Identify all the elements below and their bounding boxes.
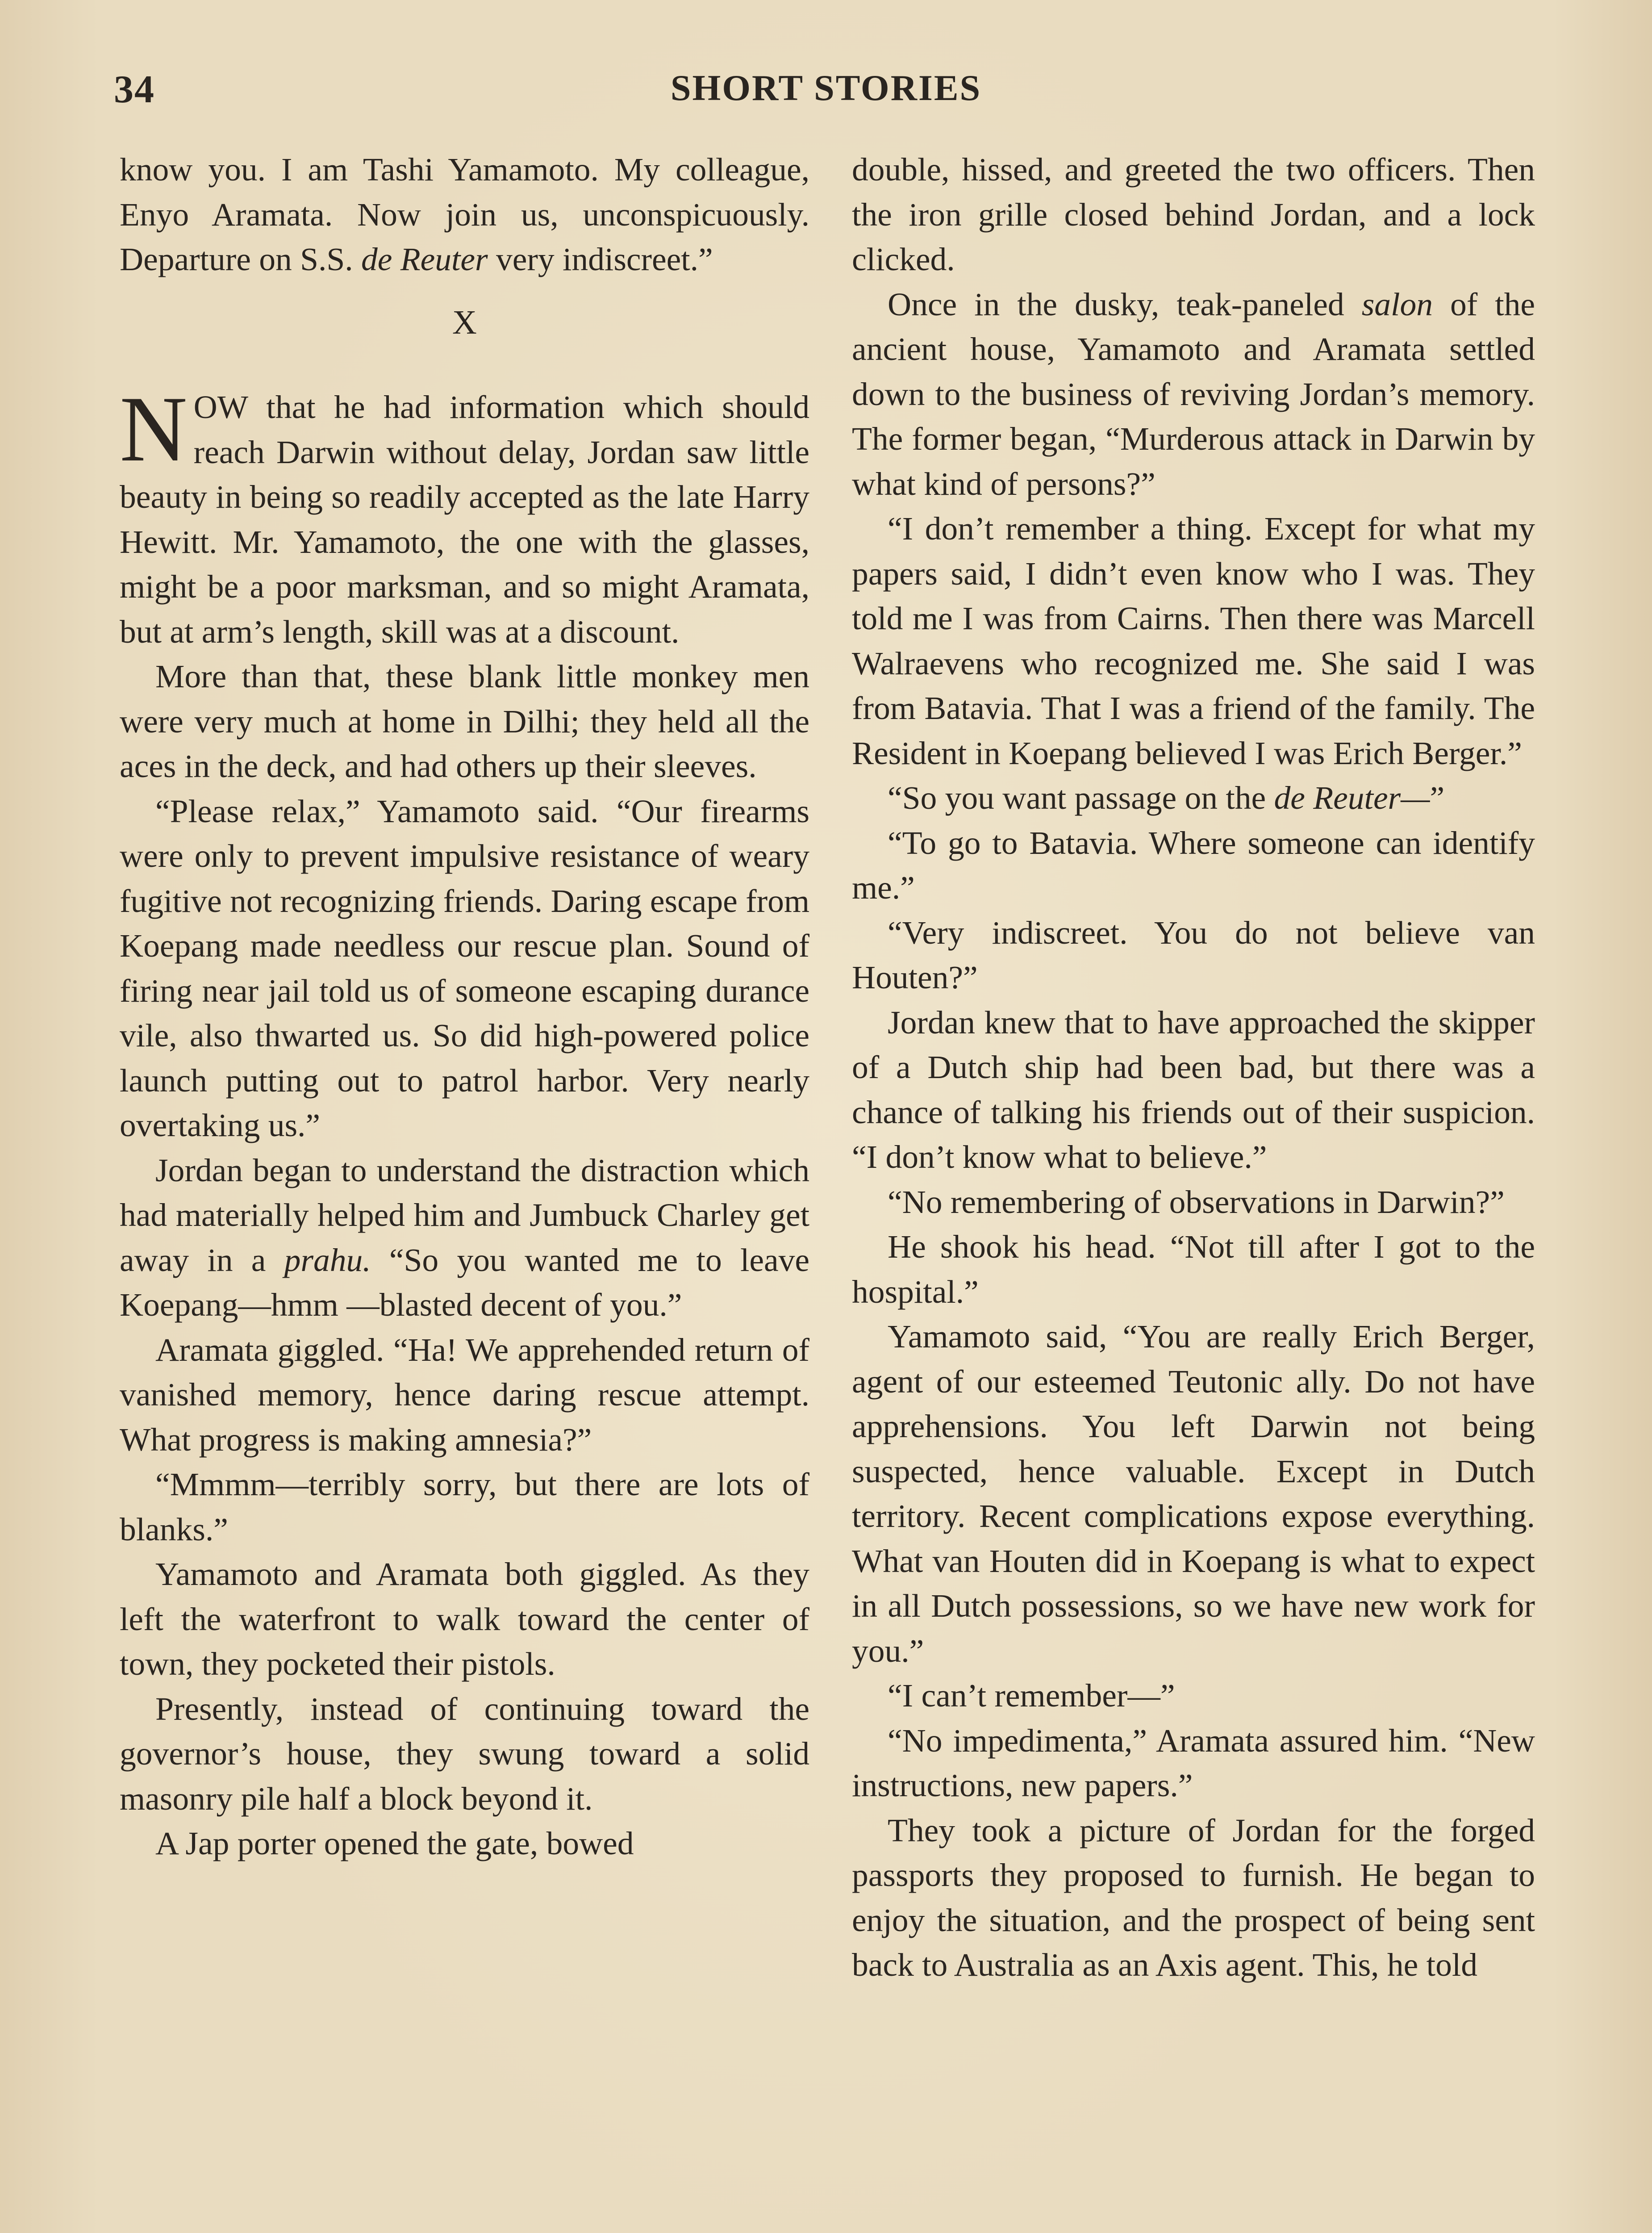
paragraph: “I don’t remember a thing. Except for what my papers said, I didn’t even know who I was. They told me I was from Cairns. Then there was Marcell Walraevens who recognized me. She said I was from Batavia. That I was a friend of the family. The Resident in Koepang believed I was Erich Berger.” (852, 510, 1535, 771)
paragraph: Once in the dusky, teak-paneled salon of the ancient house, Yamamoto and Aramata settled down to the business of reviving Jordan’s memory. The former began, “Murderous attack in Darwin by what kind of persons?” (852, 286, 1535, 502)
left-column (120, 147, 809, 1866)
running-head: SHORT STORIES (670, 67, 982, 108)
paragraph: Aramata giggled. “Ha! We apprehended return of vanished memory, hence daring rescue attempt. What progress is making amnesia?” (120, 1331, 809, 1458)
paragraph: A Jap porter opened the gate, bowed (155, 1825, 634, 1861)
page-header (0, 67, 1652, 121)
paragraph: know you. I am Tashi Yamamoto. My colleague, Enyo Aramata. Now join us, unconspicuously. Departure on S.S. de Reuter very indiscreet.” (120, 151, 809, 277)
paragraph: Yamamoto and Aramata both giggled. As they left the waterfront to walk toward the center of town, they pocketed their pistols. (120, 1556, 809, 1682)
paragraph: “I can’t remember—” (888, 1677, 1175, 1714)
paragraph: NOW that he had information which should reach Darwin without delay, Jordan saw little beauty in being so readily accepted as the late Harry Hewitt. Mr. Yamamoto, the one with the glasses, might be a poor marksman, and so might Aramata, but at arm’s length, skill was at a discount. (120, 377, 809, 650)
paragraph: “Mmmm—terribly sorry, but there are lots of blanks.” (120, 1466, 809, 1547)
paragraph: “Very indiscreet. You do not believe van Houten?” (852, 914, 1535, 995)
paragraph: “Please relax,” Yamamoto said. “Our firearms were only to prevent impulsive resistance of weary fugitive not recognizing friends. Daring escape from Koepang made needless our rescue plan. Sound of firing near jail told us of someone escaping durance vile, also thwarted us. So did high-powered police launch putting out to patrol harbor. Very nearly overtaking us.” (120, 793, 810, 1143)
paragraph: Jordan began to understand the distraction which had materially helped him and Jumbuck Charley get away in a prahu. “So you wanted me to leave Koepang—hmm —blasted decent of you.” (120, 1152, 809, 1323)
paragraph: “So you want passage on the de Reuter—” (888, 780, 1445, 816)
paragraph: Jordan knew that to have approached the skipper of a Dutch ship had been bad, but there was a chance of talking his friends out of their suspicion. “I don’t know what to believe.” (852, 1004, 1535, 1175)
paragraph: He shook his head. “Not till after I got to the hospital.” (852, 1229, 1535, 1310)
paragraph: Yamamoto said, “You are really Erich Berger, agent of our esteemed Teutonic ally. Do not have apprehensions. You left Darwin not being suspected, hence valuable. Except in Dutch territory. Recent complications expose everything. What van Houten did in Koepang is what to expect in all Dutch possessions, so we have new work for you.” (852, 1318, 1535, 1669)
paragraph: double, hissed, and greeted the two officers. Then the iron grille closed behind Jordan, and a lock clicked. (852, 151, 1535, 277)
drop-cap: N (120, 377, 188, 481)
section-number: X (452, 303, 477, 341)
paragraph: “To go to Batavia. Where someone can identify me.” (852, 824, 1535, 906)
paragraph: More than that, these blank little monkey men were very much at home in Dilhi; they held all the aces in the deck, and had others up their sleeves. (120, 658, 809, 784)
paragraph: “No impedimenta,” Aramata assured him. “New instructions, new papers.” (852, 1722, 1535, 1803)
paragraph: Presently, instead of continuing toward the governor’s house, they swung toward a solid masonry pile half a block beyond it. (120, 1690, 809, 1817)
paragraph: They took a picture of Jordan for the forged passports they proposed to furnish. He began to enjoy the situation, and the prospect of being sent back to Australia as an Axis agent. This, he told (852, 1812, 1535, 1983)
page-number: 34 (114, 68, 155, 111)
paragraph: “No remembering of observations in Darwin?” (888, 1183, 1505, 1220)
right-column (852, 147, 1535, 1988)
